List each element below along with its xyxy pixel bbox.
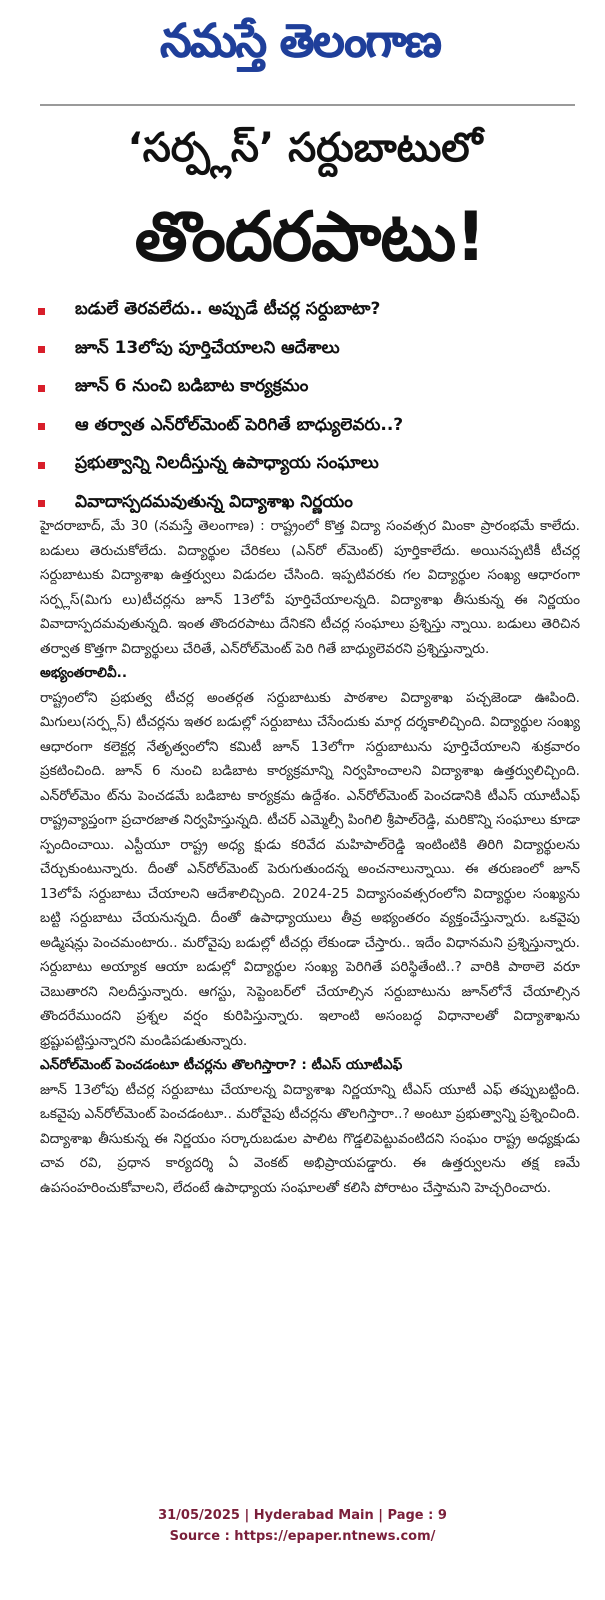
highlight-text: జూన్ 6 నుంచి బడిబాట కార్యక్రమం — [75, 376, 309, 397]
article-paragraph: హైదరాబాద్, మే 30 (నమస్తే తెలంగాణ) : రాష్ట్రంలో కొత్త విద్యా సంవత్సర మింకా ప్రారంభమే కాలేదు. బడులు తెరుచుకోలేదు. విద్యార్థుల చేరికలు (ఎన్‌రో ల్‌మెంట్) పూర్తికాలేదు. అయినప్పటికీ టీచర్ల సర్దుబాటుకు విద్యాశాఖ ఉత్తర్వులు విడుదల చేసింది. ఇప్పటివరకు గల విద్యార్థుల సంఖ్య ఆధారంగా సర్ప్లస్(మిగు లు)టీచర్లను జూన్ 13లోపే పూర్తిచేయాలన్నది. విద్యాశాఖ తీసుకున్న ఈ నిర్ణయం వివాదాస్పదమవుతున్నది. ఇంత తొందరపాటు దేనికని టీచర్ల సంఘాలు ప్రశ్నిస్తు న్నాయి. బడులు తెరిచిన తర్వాత కొత్తగా విద్యార్థులు చేరితే, ఎన్‌రోల్‌మెంట్ పెరి గితే బాధ్యులెవరని ప్రశ్నిస్తున్నారు. — [40, 518, 580, 657]
highlight-text: ఆ తర్వాత ఎన్‌రోల్‌మెంట్ పెరిగితే బాధ్యులెవరు..? — [75, 414, 404, 435]
highlight-text: ప్రభుత్వాన్ని నిలదీస్తున్న ఉపాధ్యాయ సంఘాలు — [75, 453, 379, 474]
bullet-square-icon — [38, 423, 45, 430]
bullet-square-icon — [38, 462, 45, 469]
highlight-item — [38, 408, 583, 447]
article-paragraph: రాష్ట్రంలోని ప్రభుత్వ టీచర్ల అంతర్గత సర్దుబాటుకు పాఠశాల విద్యాశాఖ పచ్చజెండా ఊపింది. మిగులు(సర్ప్లస్) టీచర్లను ఇతర బడుల్లో సర్దుబాటు చేసేందుకు మార్గ దర్శకాలిచ్చింది. విద్యార్థుల సంఖ్య ఆధారంగా కలెక్టర్ల నేతృత్వంలోని కమిటీ జూన్ 13లోగా సర్దుబాటును పూర్తిచేయాలని శుక్రవారం ప్రకటించింది. జూన్ 6 నుంచి బడిబాట కార్యక్రమాన్ని నిర్వహించాలని విద్యాశాఖ ఉత్తర్వులిచ్చింది. ఎన్‌రోల్‌మెం ట్‌ను పెంచడమే బడిబాట కార్యక్రమ ఉద్దేశం. ఎన్‌రోల్‌మెంట్ పెంచడానికి టీఎస్ యూటీఎఫ్ రాష్ట్రవ్యాప్తంగా ప్రచారజాత నిర్వహిస్తున్నది. టీచర్ ఎమ్మెల్సీ పింగిలి శ్రీపాల్‌రెడ్డి, మరికొన్ని సంఘాలు కూడా స్పందించాయి. ఎస్టీయూ రాష్ట్ర అధ్య క్షుడు కరివేద మహిపాల్‌రెడ్డి ఇంటింటికి తిరిగి విద్యార్థులను చేర్చుకుంటున్నారు. దీంతో ఎన్‌రోల్‌మెంట్ పెరుగుతుందన్న అంచనాలున్నాయి. ఈ తరుణంలో జూన్ 13లోపే సర్దుబాటు చేయాలని ఆదేశాలిచ్చింది. 2024-25 విద్యాసంవత్సరంలోని విద్యార్థుల సంఖ్యను బట్టి సర్దుబాటు చేయనున్నది. దీంతో ఉపాధ్యాయులు తీవ్ర అభ్యంతరం వ్యక్తంచేస్తున్నారు. ఒకవైపు అడ్మిషన్లు పెంచమంటారు.. మరోవైపు బడుల్లో టీచర్లు లేకుండా చేస్తారు.. ఇదేం విధానమని ప్రశ్నిస్తున్నారు. సర్దుబాటు అయ్యాక ఆయా బడుల్లో విద్యార్థుల సంఖ్య పెరిగితే పరిస్థితేంటి..? వారికి పాఠాలె వరూ చెబుతారని నిలదీస్తున్నారు. ఆగస్టు, సెప్టెంబర్‌లో చేయాల్సిన సర్దుబాటును జూన్‌లోనే చేయాల్సిన తొందరేముందని ప్రశ్నల వర్షం కురిపిస్తున్నారు. ఇలాంటి అసంబద్ధ విధానాలతో విద్యాశాఖను భ్రష్టుపట్టిస్తున్నారని మండిపడుతున్నారు. — [40, 689, 580, 1049]
bullet-square-icon — [38, 500, 45, 507]
highlight-text: జూన్ 13లోపు పూర్తిచేయాలని ఆదేశాలు — [75, 337, 340, 358]
header-divider — [40, 104, 575, 106]
highlight-item — [38, 369, 583, 408]
page-footer — [0, 1505, 605, 1547]
highlight-item — [38, 292, 583, 331]
bullet-square-icon — [38, 308, 45, 315]
highlight-item — [38, 446, 583, 485]
bullet-square-icon — [38, 346, 45, 353]
highlight-list — [38, 292, 583, 523]
source-link: Source : https://epaper.ntnews.com/ — [169, 1529, 436, 1544]
masthead-logo — [100, 12, 500, 72]
article-body — [40, 514, 580, 1200]
headline-line-1: ‘సర్ప్లస్’ సర్దుబాటులో — [127, 125, 483, 171]
headline-line-2: తొందరపాటు! — [134, 198, 486, 277]
article-paragraph: జూన్ 13లోపు టీచర్ల సర్దుబాటు చేయాలన్న విద్యాశాఖ నిర్ణయాన్ని టీఎస్ యూటీ ఎఫ్ తప్పుబట్టింది. ఒకవైపు ఎన్‌రోల్‌మెంట్ పెంచడంటూ.. మరోవైపు టీచర్లను తొలగిస్తారా..? అంటూ ప్రభుత్వాన్ని ప్రశ్నించింది. విద్యాశాఖ తీసుకున్న ఈ నిర్ణయం సర్కారుబడుల పాలిట గొడ్డలిపెట్టువంటిదని సంఘం రాష్ట్ర అధ్యక్షుడు చావ రవి, ప్రధాన కార్యదర్శి ఏ వెంకట్ అభిప్రాయపడ్డారు. ఈ ఉత్తర్వులను తక్ష ణమే ఉపసంహరించుకోవాలని, లేదంటే ఉపాధ్యాయ సంఘాలతో కలిసి పోరాటం చేస్తామని హెచ్చరించారు. — [40, 1081, 580, 1196]
bullet-square-icon — [38, 385, 45, 392]
highlight-text: బడులే తెరవలేదు.. అప్పుడే టీచర్ల సర్దుబాటా? — [75, 299, 381, 320]
highlight-text: వివాదాస్పదమవుతున్న విద్యాశాఖ నిర్ణయం — [75, 491, 353, 512]
article-subhead: ఎన్‌రోల్‌మెంట్ పెంచడంటూ టీచర్లను తొలగిస్తారా? : టీఎస్ యూటీఎఫ్ — [40, 1057, 403, 1073]
masthead-title: నమస్తే తెలంగాణ — [159, 14, 441, 69]
edition-info: 31/05/2025 | Hyderabad Main | Page : 9 — [158, 1508, 447, 1523]
highlight-item — [38, 331, 583, 370]
article-subhead: అభ్యంతరాలివీ.. — [40, 665, 128, 681]
